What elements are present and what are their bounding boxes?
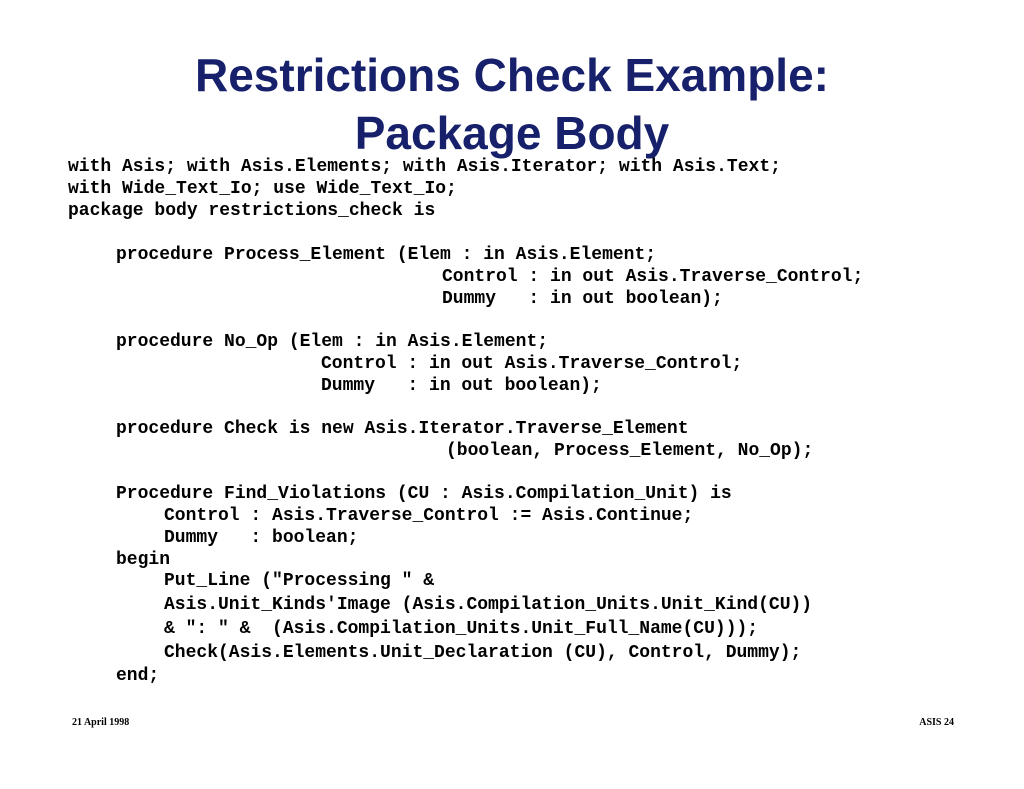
code-line-4: procedure Process_Element (Elem : in Asis.Element; [116, 245, 657, 265]
code-line-7: procedure No_Op (Elem : in Asis.Element; [116, 332, 549, 352]
code-line-15: begin [116, 550, 171, 570]
code-line-3: package body restrictions_check is [68, 201, 436, 221]
code-line-17: Asis.Unit_Kinds'Image (Asis.Compilation_Units.Unit_Kind(CU)) [164, 595, 813, 615]
code-line-11: (boolean, Process_Element, No_Op); [446, 441, 814, 461]
code-line-13: Control : Asis.Traverse_Control := Asis.Continue; [164, 506, 694, 526]
code-line-1: with Asis; with Asis.Elements; with Asis.Iterator; with Asis.Text; [68, 157, 781, 177]
slide-title-line-2: Package Body [354, 107, 670, 159]
footer-date: 21 April 1998 [72, 717, 130, 728]
code-line-5: Control : in out Asis.Traverse_Control; [442, 267, 864, 287]
footer-page-label: ASIS 24 [919, 717, 954, 728]
code-line-10: procedure Check is new Asis.Iterator.Traverse_Element [116, 419, 689, 439]
code-line-18: & ": " & (Asis.Compilation_Units.Unit_Full_Name(CU))); [164, 619, 759, 639]
code-line-12: Procedure Find_Violations (CU : Asis.Compilation_Unit) is [116, 484, 732, 504]
slide-title [0, 46, 1024, 162]
slide-title-line-1: Restrictions Check Example: [194, 49, 829, 101]
code-line-14: Dummy : boolean; [164, 528, 359, 548]
code-line-9: Dummy : in out boolean); [321, 376, 602, 396]
code-line-19: Check(Asis.Elements.Unit_Declaration (CU), Control, Dummy); [164, 643, 802, 663]
code-line-6: Dummy : in out boolean); [442, 289, 723, 309]
code-line-2: with Wide_Text_Io; use Wide_Text_Io; [68, 179, 457, 199]
code-line-8: Control : in out Asis.Traverse_Control; [321, 354, 743, 374]
code-line-16: Put_Line ("Processing " & [164, 571, 435, 591]
code-line-20: end; [116, 666, 160, 686]
